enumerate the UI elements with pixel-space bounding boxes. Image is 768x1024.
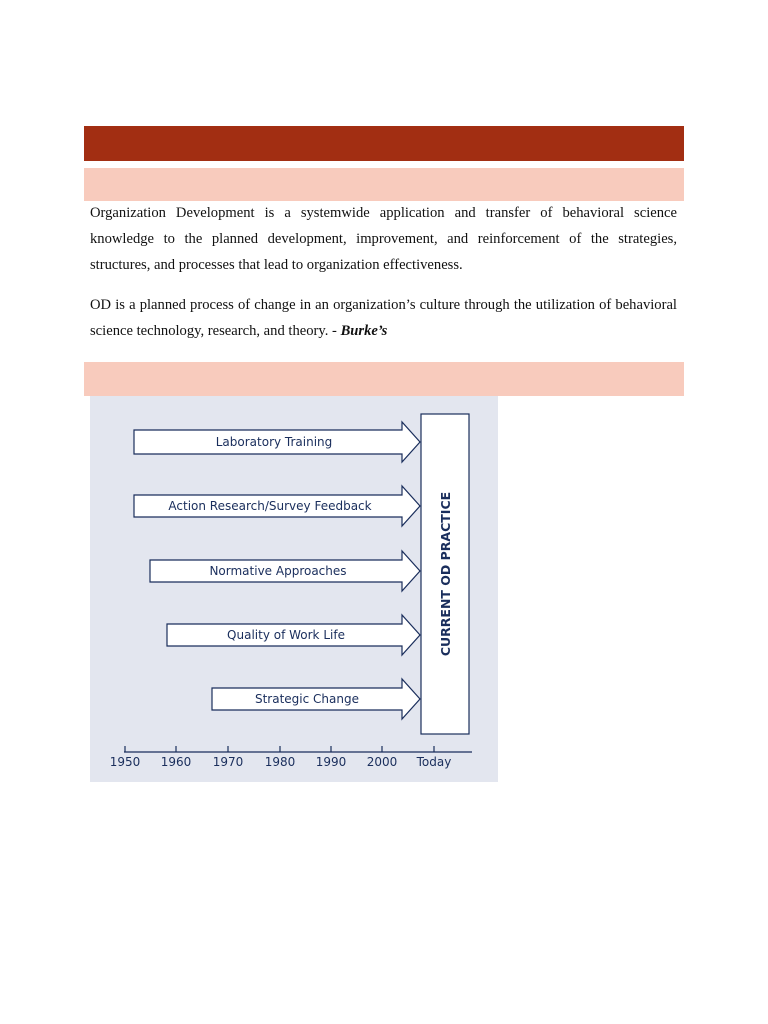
timeline-axis (110, 746, 472, 769)
arrow-label: Strategic Change (254, 692, 360, 706)
header-band (84, 126, 684, 161)
current-practice-label: CURRENT OD PRACTICE (438, 491, 453, 657)
burke-text: OD is a planned process of change in an organization’s culture through the utilization of behavioral science technology, research, and theory. - (90, 297, 677, 339)
tick-label: 2000 (366, 755, 398, 769)
arrow-strategic-change (212, 679, 420, 719)
tick-label: 1990 (315, 755, 347, 769)
tick-label: 1960 (160, 755, 192, 769)
tick-label: 1950 (109, 755, 141, 769)
tick-label: Today (416, 755, 452, 769)
tick-label: 1970 (212, 755, 244, 769)
arrow-laboratory-training (134, 422, 420, 462)
arrow-action-research (134, 486, 420, 526)
figure-header-band (84, 362, 684, 396)
burke-author: Burke’s (340, 323, 388, 339)
diagram-svg (90, 396, 498, 782)
od-history-diagram (90, 396, 498, 782)
burke-paragraph (90, 292, 677, 344)
tick-label: 1980 (264, 755, 296, 769)
arrow-label: Action Research/Survey Feedback (168, 499, 372, 513)
arrow-label: Laboratory Training (215, 435, 333, 449)
definition-paragraph: Organization Development is a systemwide application and transfer of behavioral science knowledge to the planned development, improvement, and reinforcement of the strategies, structures, and processes that lead to organization effectiveness. (90, 205, 677, 273)
arrow-label: Quality of Work Life (227, 628, 345, 642)
arrow-quality-of-work-life (167, 615, 420, 655)
arrow-normative-approaches (150, 551, 420, 591)
subheader-band (84, 168, 684, 201)
arrow-label: Normative Approaches (209, 564, 347, 578)
